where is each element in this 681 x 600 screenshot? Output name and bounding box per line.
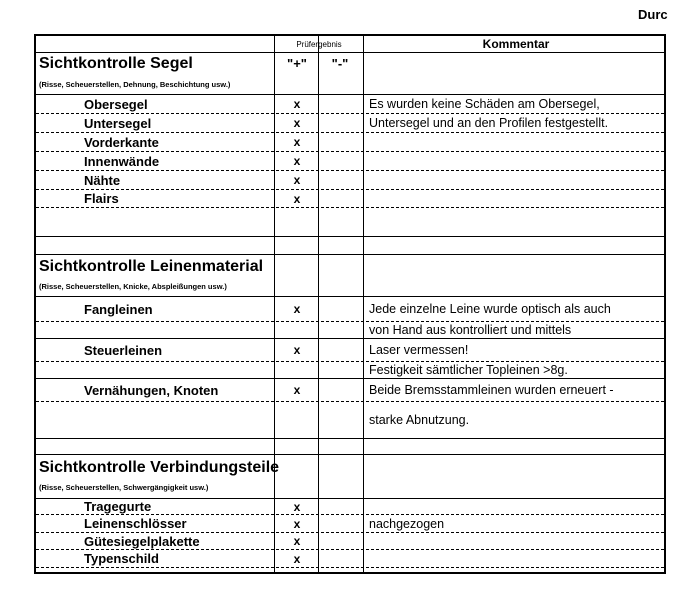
comment-text xyxy=(366,550,669,567)
comment-text xyxy=(366,133,669,151)
comment-text xyxy=(366,190,669,207)
minus-column-label: "-" xyxy=(331,56,349,71)
table-row xyxy=(36,171,664,190)
item-label: Obersegel xyxy=(84,96,148,112)
result-mark: x xyxy=(293,551,301,566)
result-mark: x xyxy=(293,302,301,316)
page-heading-fragment: Durc xyxy=(638,7,668,22)
column-divider xyxy=(363,36,364,572)
item-label: Vorderkante xyxy=(84,134,159,150)
section-header-verbindung xyxy=(36,455,664,499)
comment-text xyxy=(366,208,669,236)
spacer-row xyxy=(36,439,664,455)
result-mark: x xyxy=(293,534,301,548)
result-mark: x xyxy=(293,154,301,168)
result-mark: x xyxy=(293,343,301,357)
item-label: Steuerleinen xyxy=(84,342,163,358)
table-row xyxy=(36,362,664,379)
result-mark xyxy=(276,362,318,378)
table-row xyxy=(36,322,664,339)
comment-text xyxy=(366,152,669,170)
result-mark: x xyxy=(293,516,301,531)
table-row xyxy=(36,152,664,171)
kommentar-header: Kommentar xyxy=(482,37,550,51)
table-header-row xyxy=(36,36,664,53)
section-subtitle-verbindung: (Risse, Scheuerstellen, Schwergängigkeit usw.) xyxy=(39,483,209,492)
comment-text xyxy=(366,171,669,189)
column-divider xyxy=(318,36,319,572)
column-divider xyxy=(274,36,275,572)
section-title-verbindung: Sichtkontrolle Verbindungsteile xyxy=(39,459,280,476)
section-title-segel: Sichtkontrolle Segel xyxy=(39,55,193,72)
table-row xyxy=(36,379,664,402)
table-row xyxy=(36,402,664,439)
comment-text: Es wurden keine Schäden am Obersegel, xyxy=(369,97,600,111)
result-mark: x xyxy=(293,135,301,149)
item-label: Fangleinen xyxy=(84,301,153,317)
result-mark xyxy=(276,402,318,438)
result-mark xyxy=(276,208,318,236)
result-mark: x xyxy=(293,116,301,130)
table-row xyxy=(36,515,664,533)
section-subtitle-leinen: (Risse, Scheuerstellen, Knicke, Abspleißungen usw.) xyxy=(39,282,227,291)
table-row xyxy=(36,339,664,362)
comment-text: nachgezogen xyxy=(369,516,445,531)
section-header-segel xyxy=(36,53,664,95)
table-row xyxy=(36,297,664,322)
item-label: Innenwände xyxy=(84,153,160,169)
item-label xyxy=(84,402,274,438)
inspection-table xyxy=(34,34,666,574)
item-label: Vernähungen, Knoten xyxy=(84,382,219,398)
table-row xyxy=(36,499,664,515)
item-label: Nähte xyxy=(84,172,121,188)
table-row xyxy=(36,95,664,114)
spacer-row xyxy=(36,237,664,255)
pruefergebnis-header: Prüfergebnis xyxy=(296,39,342,49)
item-label: Leinenschlösser xyxy=(84,516,187,531)
result-mark: x xyxy=(293,97,301,111)
comment-text: Laser vermessen! xyxy=(369,343,469,357)
plus-column-label: "+" xyxy=(287,56,307,71)
comment-text: Jede einzelne Leine wurde optisch als auch xyxy=(369,302,611,316)
item-label: Untersegel xyxy=(84,115,152,131)
section-title-leinen: Sichtkontrolle Leinenmaterial xyxy=(39,258,264,275)
item-label: Tragegurte xyxy=(84,499,152,514)
comment-text: Festigkeit sämtlicher Topleinen >8g. xyxy=(369,363,568,377)
result-mark: x xyxy=(293,191,301,206)
result-mark: x xyxy=(293,383,301,397)
table-row xyxy=(36,133,664,152)
comment-text xyxy=(366,499,669,514)
result-mark: x xyxy=(293,173,301,187)
table-row xyxy=(36,550,664,568)
table-row xyxy=(36,208,664,237)
table-row xyxy=(36,190,664,208)
comment-text: Untersegel und an den Profilen festgestellt. xyxy=(369,116,609,130)
item-label: Typenschild xyxy=(84,551,159,566)
table-row xyxy=(36,533,664,550)
table-row xyxy=(36,114,664,133)
section-subtitle-segel: (Risse, Scheuerstellen, Dehnung, Beschichtung usw.) xyxy=(39,80,231,89)
item-label: Gütesiegelplakette xyxy=(84,533,200,549)
section-header-leinen xyxy=(36,255,664,297)
item-label xyxy=(84,208,274,236)
item-label xyxy=(84,322,274,338)
comment-text: Beide Bremsstammleinen wurden erneuert - xyxy=(369,383,614,397)
comment-text: von Hand aus kontrolliert und mittels xyxy=(369,323,572,337)
item-label xyxy=(84,362,274,378)
result-mark xyxy=(276,322,318,338)
comment-text xyxy=(366,533,669,549)
comment-text: starke Abnutzung. xyxy=(369,413,470,427)
item-label: Flairs xyxy=(84,191,119,206)
result-mark: x xyxy=(293,499,301,514)
